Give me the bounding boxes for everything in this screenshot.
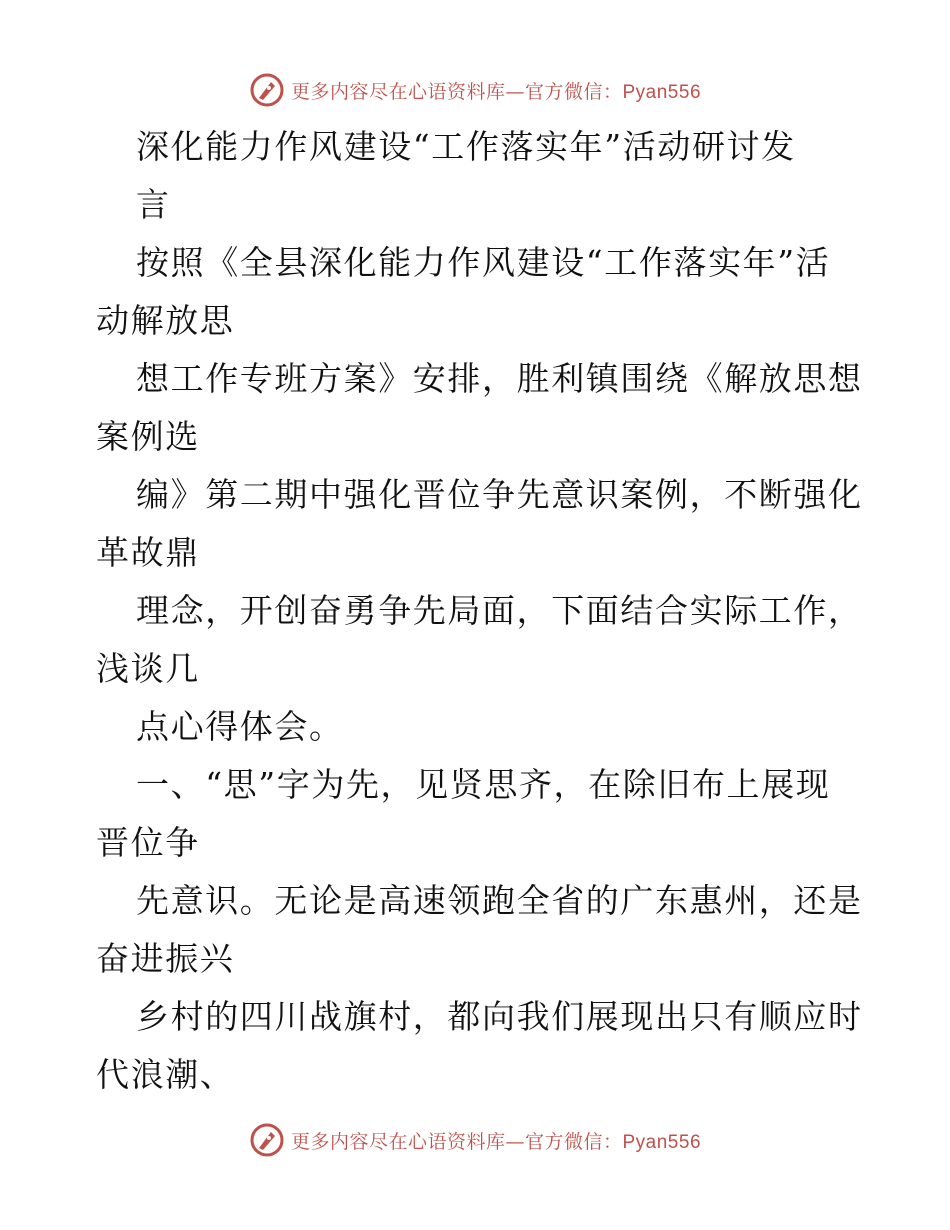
banner-official-text: 官方微信： xyxy=(524,80,623,103)
text-line: 一、“思”字为先，见贤思齐，在除旧布上展现 xyxy=(136,765,831,804)
text-line: 编》第二期中强化晋位争先意识案例，不断强化 xyxy=(136,475,863,514)
text-line: 案例选 xyxy=(96,417,200,456)
text-line: 言 xyxy=(136,185,171,224)
banner-main-text: 更多内容尽在心语资料库 xyxy=(290,1130,506,1153)
text-line: 深化能力作风建设“工作落实年”活动研讨发 xyxy=(136,127,796,166)
document-body xyxy=(96,118,863,1104)
banner-wechat-id: Pyan556 xyxy=(622,1131,702,1153)
pen-nib-circle-icon xyxy=(249,72,285,108)
banner-main-text: 更多内容尽在心语资料库 xyxy=(290,80,506,103)
banner-dash: — xyxy=(505,1130,525,1153)
text-line: 代浪潮、 xyxy=(96,1055,235,1094)
text-line: 革故鼎 xyxy=(96,533,200,572)
header-banner xyxy=(0,70,950,110)
footer-banner xyxy=(0,1120,950,1160)
text-line: 乡村的四川战旗村，都向我们展现出只有顺应时 xyxy=(136,997,863,1036)
text-line: 奋进振兴 xyxy=(96,939,235,978)
text-line: 按照《全县深化能力作风建设“工作落实年”活 xyxy=(136,243,831,282)
text-line: 理念，开创奋勇争先局面，下面结合实际工作， xyxy=(136,591,863,630)
banner-official-text: 官方微信： xyxy=(524,1130,623,1153)
text-line: 先意识。无论是高速领跑全省的广东惠州，还是 xyxy=(136,881,863,920)
pen-nib-circle-icon xyxy=(249,1122,285,1158)
banner-dash: — xyxy=(505,80,525,103)
text-line: 晋位争 xyxy=(96,823,200,862)
text-line: 浅谈几 xyxy=(96,649,200,688)
banner-text xyxy=(291,77,701,104)
text-line: 想工作专班方案》安排，胜利镇围绕《解放思想 xyxy=(136,359,863,398)
banner-text xyxy=(291,1127,701,1154)
text-line: 动解放思 xyxy=(96,301,235,340)
text-line: 点心得体会。 xyxy=(136,707,344,746)
banner-wechat-id: Pyan556 xyxy=(622,81,702,103)
